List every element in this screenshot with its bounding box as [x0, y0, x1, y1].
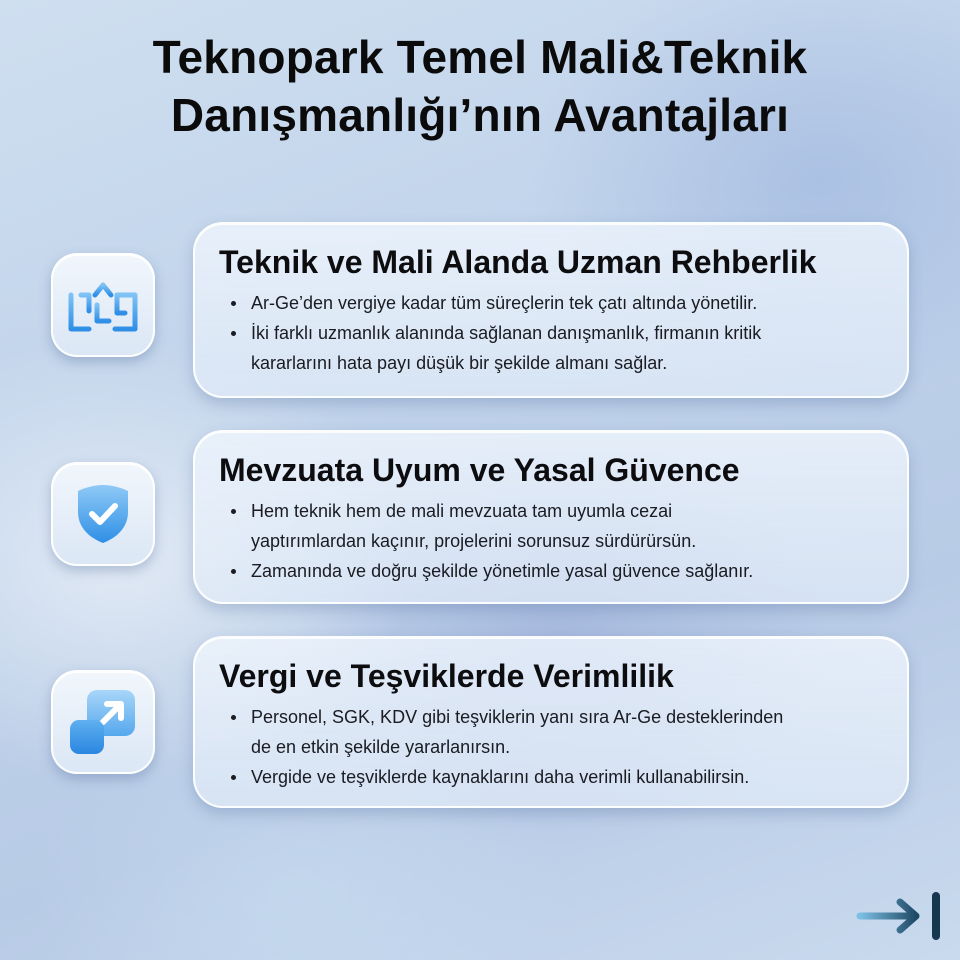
card-title: Mevzuata Uyum ve Yasal Güvence	[219, 452, 740, 488]
card-compliance	[193, 430, 909, 604]
card-title: Vergi ve Teşviklerde Verimlilik	[219, 658, 674, 694]
icon-tile-efficiency	[51, 670, 155, 774]
list-item	[219, 762, 881, 792]
card-efficiency	[193, 636, 909, 808]
icon-tile-compliance	[51, 462, 155, 566]
list-item-text: Zamanında ve doğru şekilde yönetimle yasal güvence sağlanır.	[251, 561, 754, 581]
expand-arrow-icon	[67, 688, 139, 756]
maze-icon	[67, 277, 139, 333]
list-item	[219, 496, 881, 556]
page-title-line-1: Teknopark Temel Mali&Teknik	[152, 31, 808, 83]
list-item-text: Ar-Ge’den vergiye kadar tüm süreçlerin tek çatı altında yönetilir.	[251, 293, 758, 313]
next-button[interactable]	[856, 892, 946, 940]
page-title	[0, 28, 960, 144]
bullet-list	[219, 702, 881, 792]
list-item-text: Personel, SGK, KDV gibi teşviklerin yanı sıra Ar-Ge desteklerinden	[251, 707, 784, 727]
card-title: Teknik ve Mali Alanda Uzman Rehberlik	[219, 244, 817, 280]
list-item-text: Hem teknik hem de mali mevzuata tam uyumla cezai	[251, 501, 673, 521]
card-expert-guidance	[193, 222, 909, 398]
list-item-text: İki farklı uzmanlık alanında sağlanan danışmanlık, firmanın kritik	[251, 323, 762, 343]
page-title-line-2: Danışmanlığı’nın Avantajları	[170, 89, 790, 141]
list-item-text: kararlarını hata payı düşük bir şekilde almanı sağlar.	[251, 353, 668, 373]
icon-tile-expert-guidance	[51, 253, 155, 357]
bullet-list	[219, 288, 881, 378]
list-item	[219, 702, 881, 762]
list-item-text: Vergide ve teşviklerde kaynaklarını daha verimli kullanabilirsin.	[251, 767, 750, 787]
list-item	[219, 556, 881, 586]
shield-check-icon	[74, 482, 132, 546]
bullet-list	[219, 496, 881, 586]
list-item	[219, 318, 881, 378]
list-item-text: de en etkin şekilde yararlanırsın.	[251, 737, 511, 757]
list-item	[219, 288, 881, 318]
list-item-text: yaptırımlardan kaçınır, projelerini sorunsuz sürdürürsün.	[251, 531, 697, 551]
arrow-right-to-bar-icon	[856, 892, 946, 940]
